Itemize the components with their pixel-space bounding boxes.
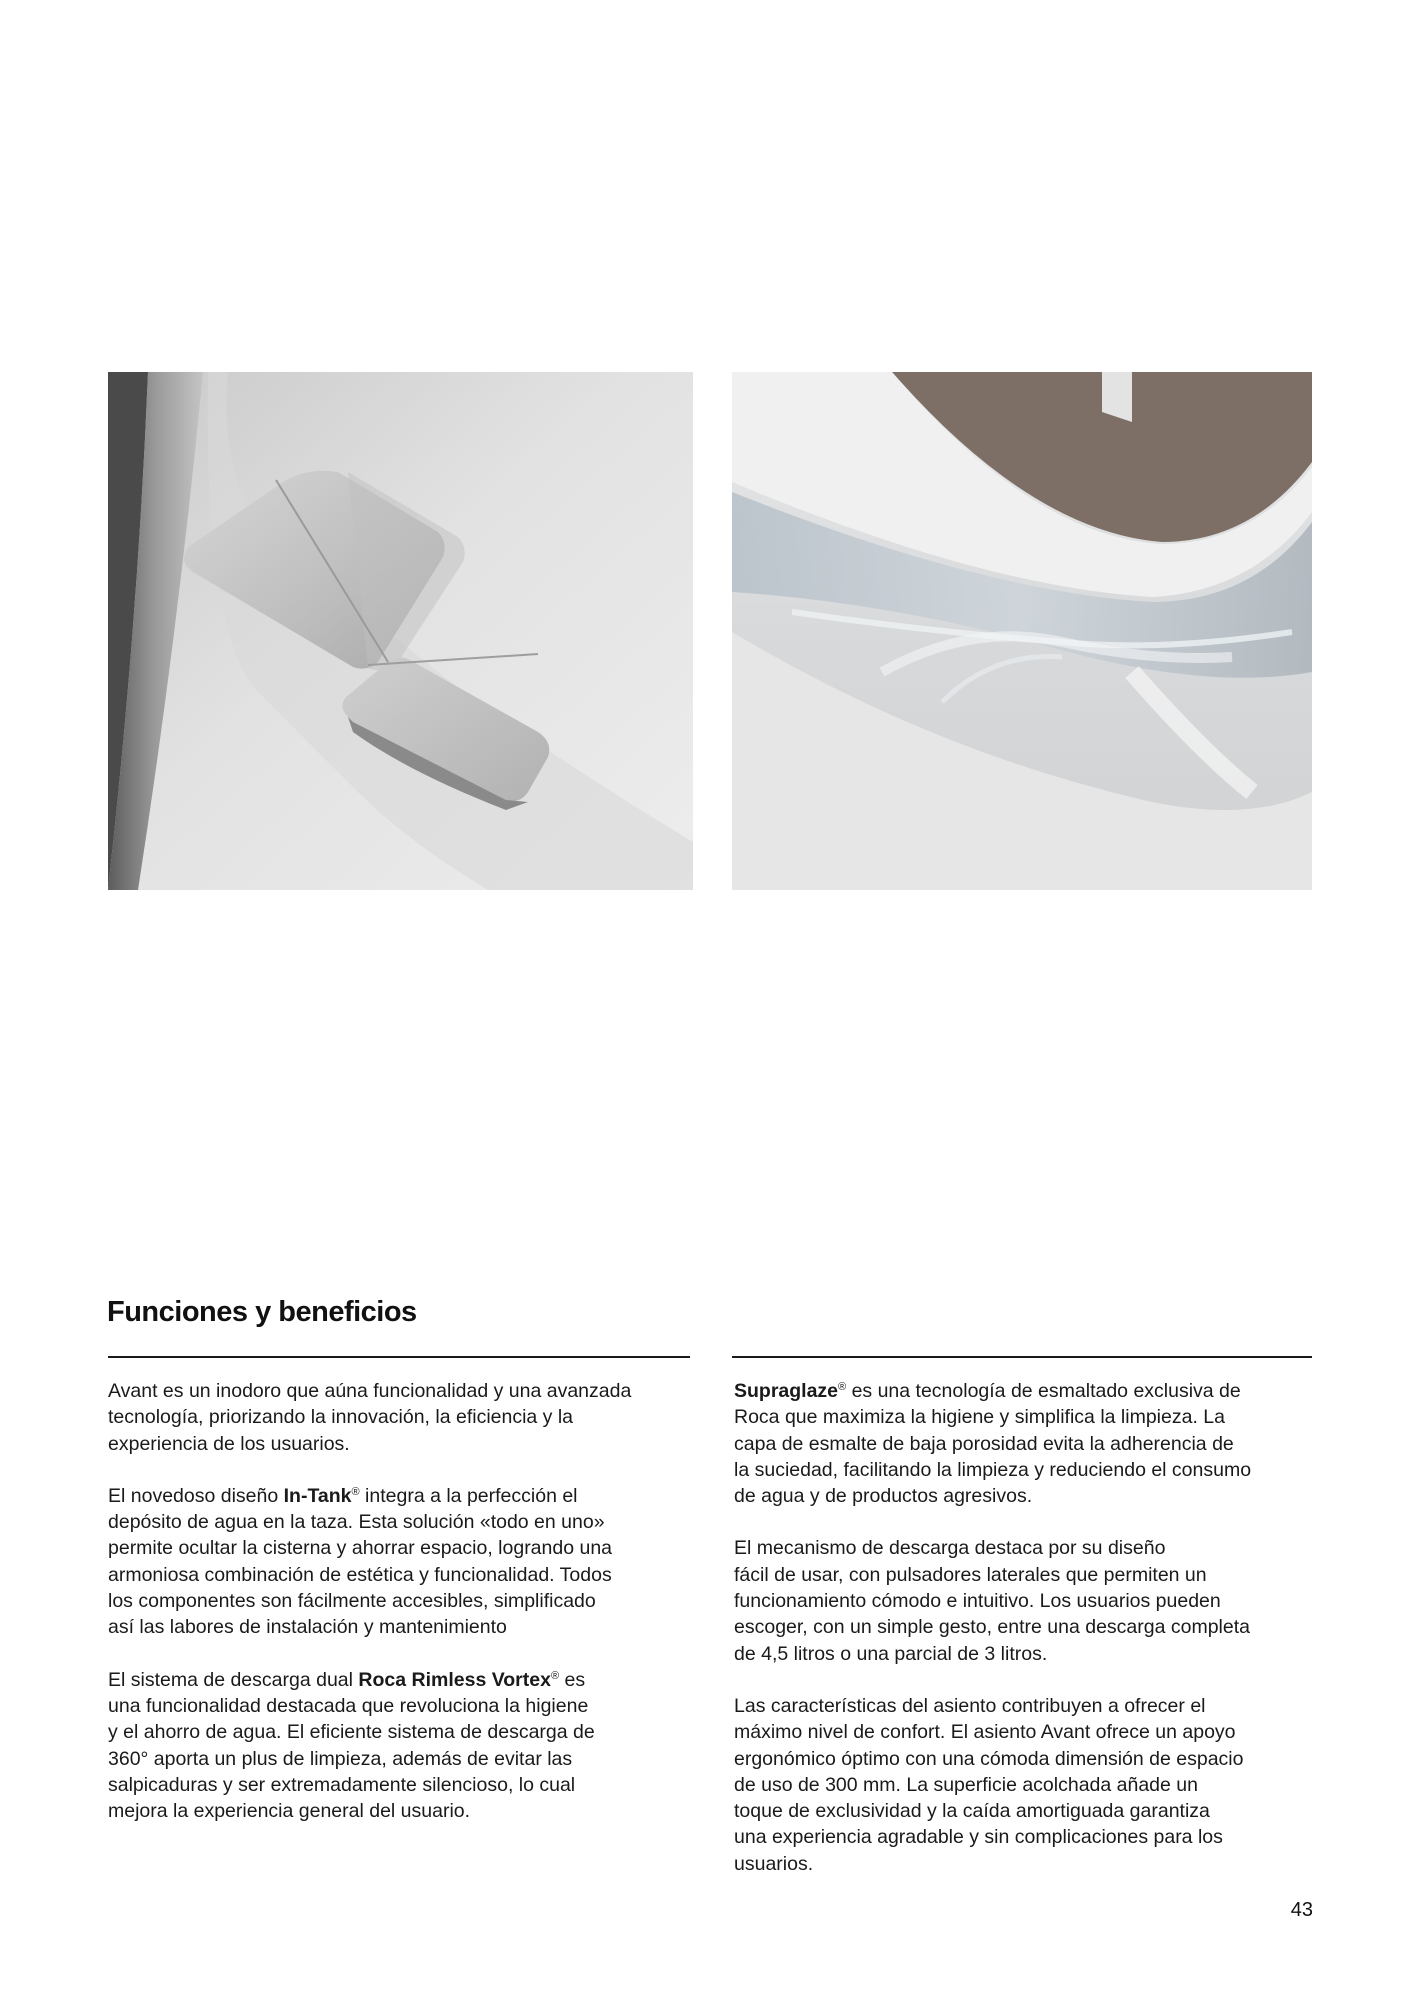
text-line: los componentes son fácilmente accesibles, simplificado [108,1590,596,1613]
paragraph-intro [108,1378,698,1457]
text-line: El mecanismo de descarga destaca por su diseño [734,1537,1166,1560]
text-line: El sistema de descarga dual Roca Rimless Vortex® es [108,1668,586,1691]
section-title: Funciones y beneficios [107,1296,417,1328]
text-line: experiencia de los usuarios. [108,1432,350,1455]
paragraph-flush-mechanism [734,1535,1320,1666]
text-line: Las características del asiento contribuyen a ofrecer el [734,1694,1206,1717]
text-line: usuarios. [734,1852,814,1875]
text-line: ergonómico óptimo con una cómoda dimensión de espacio [734,1747,1244,1770]
divider-right [732,1356,1312,1358]
brand-term: Roca Rimless Vortex [358,1668,551,1691]
flush-button-photo [108,372,693,890]
text-line: toque de exclusividad y la caída amortiguada garantiza [734,1800,1210,1823]
brand-term: In-Tank [283,1484,352,1507]
text-line: la suciedad, facilitando la limpieza y reduciendo el consumo [734,1458,1252,1481]
flush-button-illustration [108,372,693,890]
paragraph-rimless-vortex [108,1667,698,1825]
text-line: Avant es un inodoro que aúna funcionalidad y una avanzada [108,1380,632,1402]
paragraph-seat [734,1693,1320,1877]
text-line: El novedoso diseño In-Tank® integra a la perfección el [108,1484,578,1507]
text-line: así las labores de instalación y mantenimiento [108,1616,507,1639]
text-line: capa de esmalte de baja porosidad evita la adherencia de [734,1432,1234,1455]
paragraph-in-tank [108,1483,698,1641]
text-line: y el ahorro de agua. El eficiente sistema de descarga de [108,1721,595,1744]
text-line: fácil de usar, con pulsadores laterales que permiten un [734,1563,1207,1586]
text-line: de agua y de productos agresivos. [734,1485,1033,1508]
text-line: una funcionalidad destacada que revoluciona la higiene [108,1694,589,1717]
text-line: 360° aporta un plus de limpieza, además de evitar las [108,1747,573,1770]
text-line: tecnología, priorizando la innovación, la eficiencia y la [108,1406,574,1429]
text-line: permite ocultar la cisterna y ahorrar espacio, logrando una [108,1537,613,1560]
text-line: escoger, con un simple gesto, entre una descarga completa [734,1616,1250,1639]
paragraph-supraglaze [734,1378,1320,1509]
text-line: Roca que maximiza la higiene y simplifica la limpieza. La [734,1406,1225,1429]
text-line: de 4,5 litros o una parcial de 3 litros. [734,1642,1048,1665]
text-line: una experiencia agradable y sin complicaciones para los [734,1826,1223,1849]
left-text-column [108,1378,698,1850]
brand-term: Supraglaze [734,1380,839,1402]
text-line: salpicaduras y ser extremadamente silencioso, lo cual [108,1773,576,1796]
text-line: depósito de agua en la taza. Esta solución «todo en uno» [108,1511,605,1534]
text-line: armoniosa combinación de estética y funcionalidad. Todos [108,1563,612,1586]
text-line: mejora la experiencia general del usuario. [108,1800,471,1823]
text-line: de uso de 300 mm. La superficie acolchada añade un [734,1773,1198,1796]
right-text-column [734,1378,1320,1903]
page-number: 43 [1290,1899,1313,1921]
text-line: Supraglaze® es una tecnología de esmaltado exclusiva de [734,1380,1241,1402]
rimless-bowl-photo [732,372,1312,890]
divider-left [108,1356,690,1358]
rimless-bowl-illustration [732,372,1312,890]
text-line: máximo nivel de confort. El asiento Avant ofrece un apoyo [734,1721,1236,1744]
text-line: funcionamiento cómodo e intuitivo. Los usuarios pueden [734,1590,1221,1613]
